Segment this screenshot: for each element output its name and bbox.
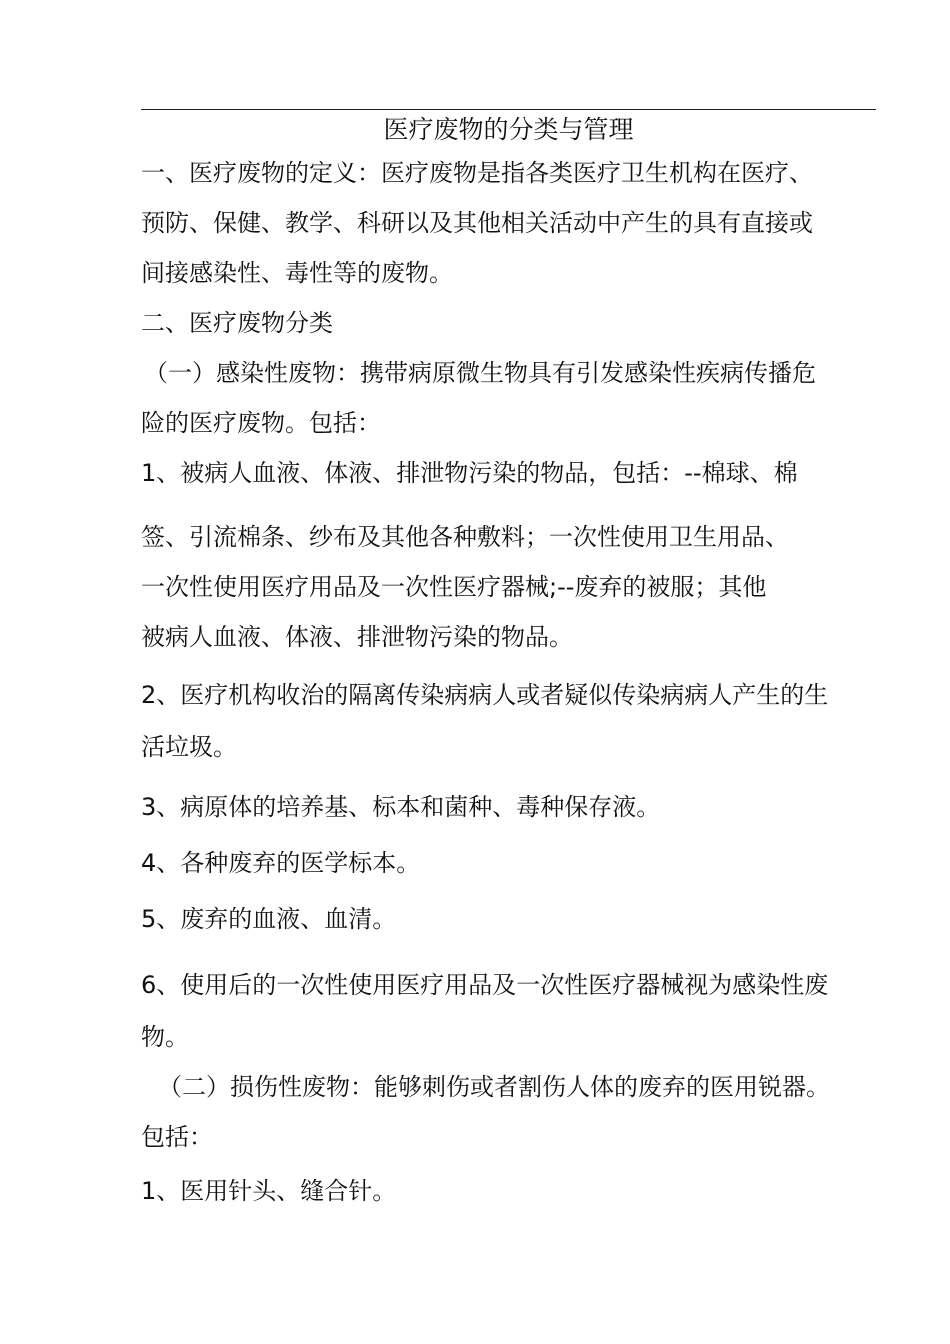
list-item: 1、医用针头、缝合针。 [141,1177,397,1205]
paragraph-line: 预防、保健、教学、科研以及其他相关活动中产生的具有直接或 [141,209,813,237]
paragraph-line: 被病人血液、体液、排泄物污染的物品。 [141,623,573,651]
paragraph-line: 签、引流棉条、纱布及其他各种敷料；一次性使用卫生用品、 [141,523,789,551]
list-item: 2、医疗机构收治的隔离传染病病人或者疑似传染病病人产生的生 [141,681,829,709]
list-item: 1、被病人血液、体液、排泄物污染的物品，包括：--棉球、棉 [141,459,798,487]
paragraph-line: 包括： [141,1123,213,1151]
list-item: 5、废弃的血液、血清。 [141,905,397,933]
paragraph-line: 险的医疗废物。包括： [141,409,381,437]
paragraph-line: 一次性使用医疗用品及一次性医疗器械;--废弃的被服；其他 [141,573,767,601]
header-rule [141,109,876,110]
section-heading: 二、医疗废物分类 [141,309,333,337]
subsection-heading: （一）感染性废物：携带病原微生物具有引发感染性疾病传播危 [144,359,816,387]
paragraph-line: 间接感染性、毒性等的废物。 [141,259,453,287]
paragraph-line: 一、医疗废物的定义：医疗废物是指各类医疗卫生机构在医疗、 [141,159,813,187]
subsection-heading: （二）损伤性废物：能够刺伤或者割伤人体的废弃的医用锐器。 [158,1073,830,1101]
list-item: 6、使用后的一次性使用医疗用品及一次性医疗器械视为感染性废 [141,971,829,999]
list-item: 3、病原体的培养基、标本和菌种、毒种保存液。 [141,793,661,821]
paragraph-line: 活垃圾。 [141,733,237,761]
paragraph-line: 物。 [141,1023,189,1051]
list-item: 4、各种废弃的医学标本。 [141,849,421,877]
document-title: 医疗废物的分类与管理 [383,115,634,144]
